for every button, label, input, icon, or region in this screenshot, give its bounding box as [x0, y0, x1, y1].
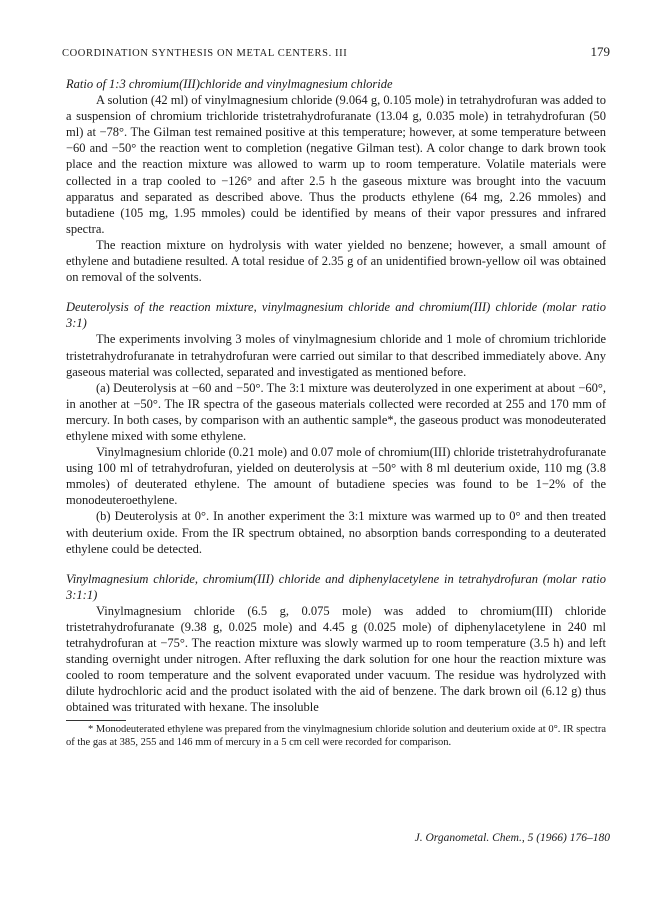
paragraph: (b) Deuterolysis at 0°. In another experiment the 3:1 mixture was warmed up to 0° and then treated with deuterium oxide. From the IR spectrum obtained, no absorption bands corresponding to a deuterated ethylene could be detected.: [66, 509, 606, 556]
paragraph: Vinylmagnesium chloride (0.21 mole) and 0.07 mole of chromium(III) chloride tristetrahydrofuranate using 100 ml of tetrahydrofuran, yielded on deuterolysis at −50° with 8 ml deuterium oxide, 110 mg (3.8 mmoles) of deuterated ethylene. The amount of butadiene species was found to be 1−2% of the monodeuteroethylene.: [66, 445, 606, 508]
page-header: [62, 44, 610, 64]
journal-citation: J. Organometal. Chem., 5 (1966) 176–180: [414, 832, 610, 844]
paragraph: The reaction mixture on hydrolysis with water yielded no benzene; however, a small amount of ethylene and butadiene resulted. A total residue of 2.35 g of an unidentified brown-yellow oil was obtained on removal of the solvents.: [66, 237, 606, 285]
running-head: COORDINATION SYNTHESIS ON METAL CENTERS. III: [62, 48, 348, 59]
section-heading: Ratio of 1:3 chromium(III)chloride and vinylmagnesium chloride: [66, 77, 393, 91]
page-number: 179: [590, 44, 610, 59]
section-heading: Deuterolysis of the reaction mixture, vinylmagnesium chloride and chromium(III) chloride (molar ratio 3:1): [66, 300, 606, 331]
article-body: [66, 76, 606, 749]
footnote: * Monodeuterated ethylene was prepared from the vinylmagnesium chloride solution and deuterium oxide at 0°. IR spectra of the gas at 385, 255 and 146 mm of mercury in a 5 cm cell were recorded for comparison.: [66, 723, 606, 748]
paragraph: A solution (42 ml) of vinylmagnesium chloride (9.064 g, 0.105 mole) in tetrahydrofuran was added to a suspension of chromium trichloride tristetrahydrofuranate (13.04 g, 0.035 mole) in tetrahydrofuran (50 ml) at −78°. The Gilman test remained positive at this temperature; however, at some temperature between −60 and −50° the reaction went to completion (negative Gilman test). A color change to dark brown took place and the reaction mixture was allowed to warm up to room temperature. Volatile materials were collected in a trap cooled to −126° and after 2.5 h the gaseous mixture was brought into the vacuum apparatus and separated as described above. Thus the products ethylene (64 mg, 2.26 mmoles) and butadiene (105 mg, 1.95 mmoles) could be identified by means of their vapor pressures and infrared spectra.: [66, 93, 606, 236]
section-heading: Vinylmagnesium chloride, chromium(III) chloride and diphenylacetylene in tetrahydrofuran (molar ratio 3:1:1): [66, 571, 606, 602]
paragraph: Vinylmagnesium chloride (6.5 g, 0.075 mole) was added to chromium(III) chloride tristetrahydrofuranate (9.38 g, 0.025 mole) and 4.45 g (0.025 mole) of diphenylacetylene in 240 ml tetrahydrofuran at −75°. The reaction mixture was slowly warmed up to room temperature (3.5 h) and left standing overnight under nitrogen. After refluxing the dark solution for one hour the reaction mixture was cooled to room temperature and the solvent evaporated under vacuum. The residue was hydrolyzed with dilute hydrochloric acid and the product isolated with the aid of benzene. The dark brown oil (6.12 g) thus obtained was triturated with hexane. The insoluble: [66, 603, 606, 715]
footnote-rule: [66, 720, 126, 721]
paragraph: (a) Deuterolysis at −60 and −50°. The 3:1 mixture was deuterolyzed in one experiment at about −60°, in another at −50°. The IR spectra of the gaseous materials collected were recorded at 255 and 170 mm of mercury. In both cases, by comparison with an authentic sample*, the gaseous product was monodeuterated ethylene mixed with some ethylene.: [66, 380, 606, 443]
paragraph: The experiments involving 3 moles of vinylmagnesium chloride and 1 mole of chromium trichloride tristetrahydrofuranate in tetrahydrofuran were carried out similar to that described immediately above. Any gaseous material was collected, separated and investigated as mentioned before.: [66, 332, 606, 379]
